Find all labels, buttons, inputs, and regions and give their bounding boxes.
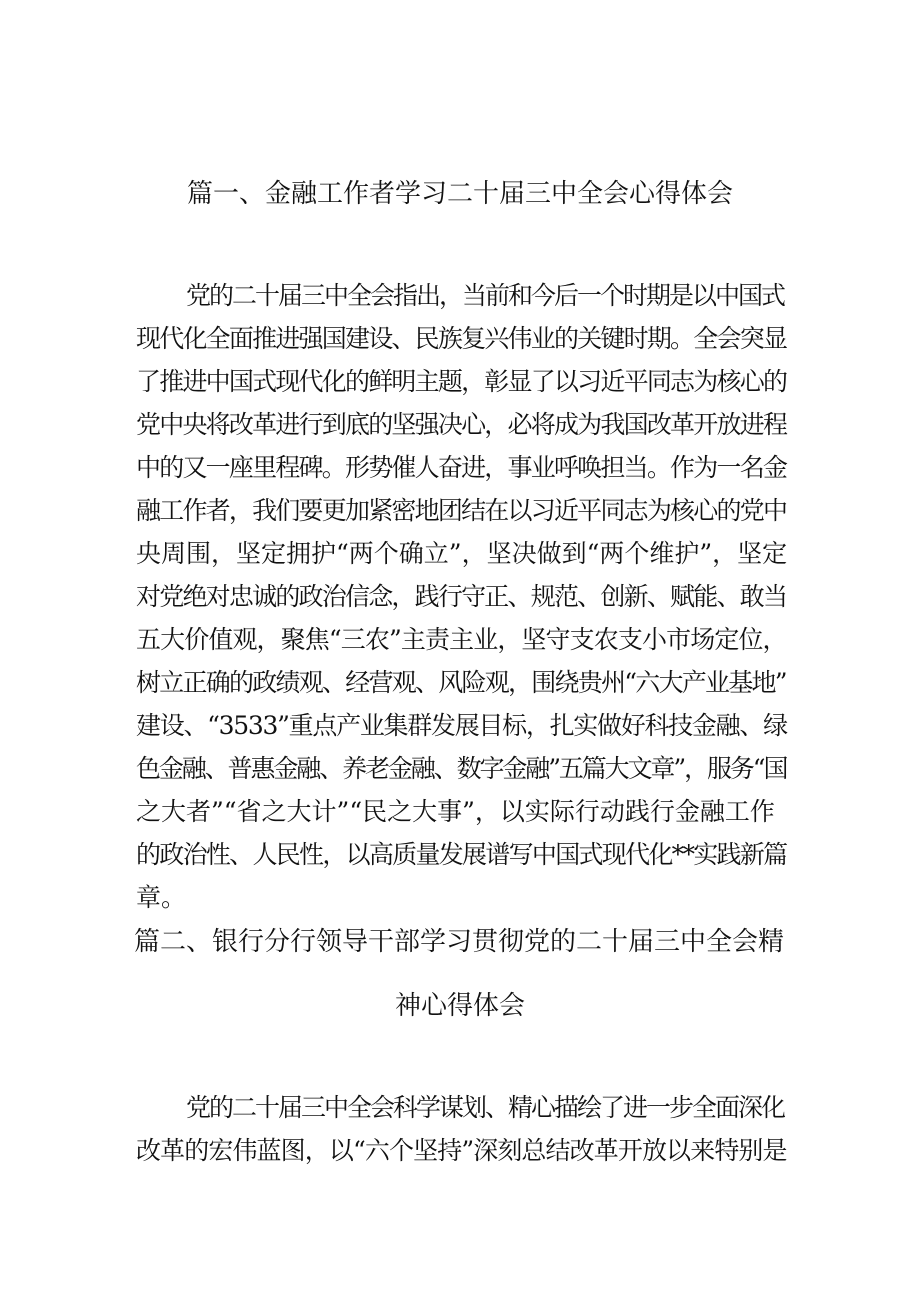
section-1-line: 五大价值观，聚焦“三农”主责主业，坚守支农支小市场定位，	[136, 625, 787, 654]
section-1-line: 树立正确的政绩观、经营观、风险观，围绕贵州“六大产业基地”	[136, 668, 786, 697]
section-1-line: 了推进中国式现代化的鲜明主题，彰显了以习近平同志为核心的	[136, 367, 787, 396]
section-1-line: 章。	[136, 883, 187, 912]
section-1-line: 现代化全面推进强国建设、民族复兴伟业的关键时期。全会突显	[136, 324, 787, 353]
section-2-title-line-1: 篇二、银行分行领导干部学习贯彻党的二十届三中全会精	[134, 927, 785, 957]
section-1-line: 对党绝对忠诚的政治信念，践行守正、规范、创新、赋能、敢当	[136, 582, 787, 611]
section-2-line: 党的二十届三中全会科学谋划、精心描绘了进一步全面深化	[186, 1093, 785, 1122]
section-1-line: 党的二十届三中全会指出，当前和今后一个时期是以中国式	[186, 281, 785, 310]
section-1-line: 中的又一座里程碑。形势催人奋进，事业呼唤担当。作为一名金	[136, 453, 787, 482]
section-1-line: 融工作者，我们要更加紧密地团结在以习近平同志为核心的党中	[136, 496, 787, 525]
section-2-title-line-2: 神心得体会	[394, 991, 525, 1021]
section-1-line: 党中央将改革进行到底的坚强决心，必将成为我国改革开放进程	[136, 410, 787, 439]
section-1-line: 央周围，坚定拥护“两个确立”，坚决做到“两个维护”，坚定	[136, 539, 788, 568]
section-2-line: 改革的宏伟蓝图，以“六个坚持”深刻总结改革开放以来特别是	[136, 1136, 787, 1165]
section-1-line: 色金融、普惠金融、养老金融、数字金融”五篇大文章”，服务“国	[136, 754, 787, 783]
section-1-title: 篇一、金融工作者学习二十届三中全会心得体会	[186, 179, 733, 209]
section-1-line: 之大者”“省之大计”“民之大事”，以实际行动践行金融工作	[136, 797, 775, 826]
section-1-line: 建设、“3533”重点产业集群发展目标，扎实做好科技金融、绿	[136, 711, 787, 740]
section-1-line: 的政治性、人民性，以高质量发展谱写中国式现代化**实践新篇	[136, 840, 787, 869]
